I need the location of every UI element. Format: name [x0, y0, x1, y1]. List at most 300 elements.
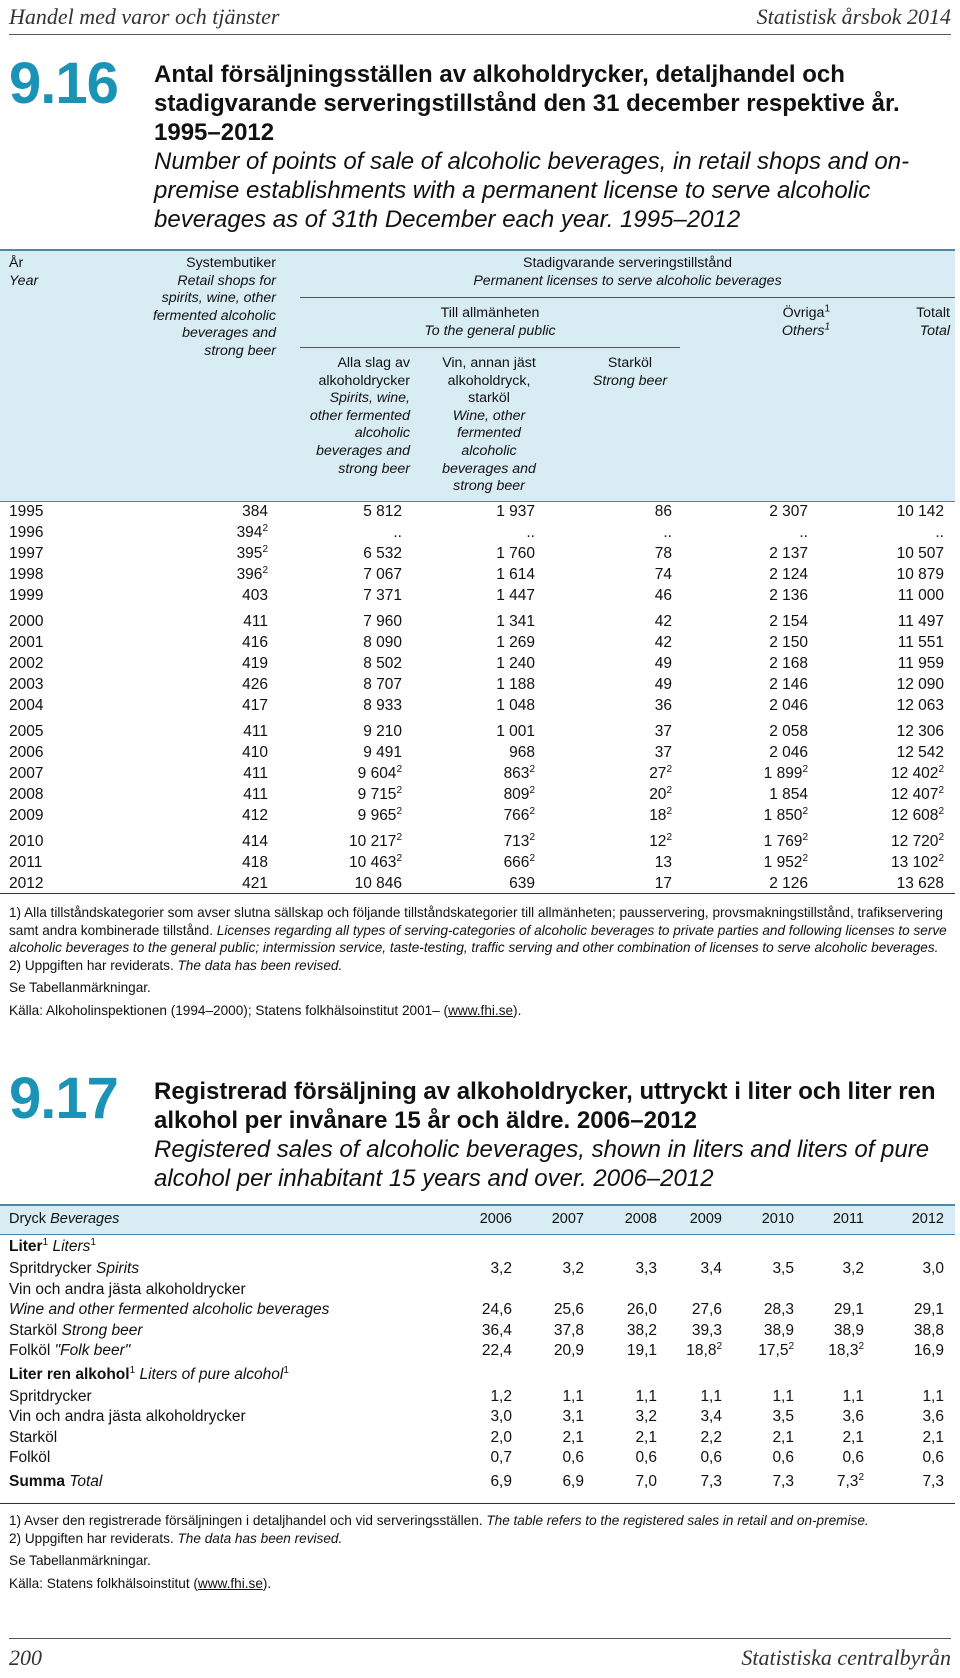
value: 1 760	[496, 545, 535, 562]
title-en-years: 2006–2012	[593, 1165, 714, 1192]
value: 2 046	[769, 697, 808, 714]
value: 20	[649, 786, 667, 803]
cell-value	[772, 1388, 794, 1406]
cell-value	[349, 854, 402, 872]
value: 2 150	[769, 634, 808, 651]
cell-value	[237, 566, 268, 584]
col-public-header	[300, 305, 680, 340]
cell-value	[490, 1408, 512, 1426]
cell-value	[490, 1260, 512, 1278]
cell-value	[764, 854, 808, 872]
cell-value	[898, 587, 944, 605]
cell-value	[627, 1322, 657, 1340]
table-row	[0, 1388, 955, 1409]
cell-value	[769, 875, 808, 893]
cell-value	[655, 545, 672, 563]
cell-value	[769, 503, 808, 521]
note-2-sv: 2) Uppgiften har reviderats.	[9, 957, 174, 973]
cell-value	[635, 1388, 657, 1406]
table-row	[0, 634, 955, 655]
col-beverage-header	[9, 1211, 119, 1229]
table-row	[0, 566, 955, 587]
cell-value	[504, 854, 535, 872]
value: 0,7	[490, 1449, 512, 1466]
value: 1 269	[496, 634, 535, 651]
row-label-sv: Summa	[9, 1472, 65, 1490]
cell-value	[242, 655, 268, 673]
running-footer	[9, 1638, 951, 1673]
cell-value	[922, 1473, 944, 1491]
value: 39,3	[691, 1321, 722, 1339]
title-years: 2006–2012	[576, 1107, 697, 1134]
cell-value	[363, 587, 402, 605]
value: 416	[242, 634, 268, 651]
source-link[interactable]: www.fhi.se	[448, 1002, 514, 1018]
table-row	[0, 1281, 955, 1302]
table-row	[0, 765, 955, 786]
value: 1 854	[769, 786, 808, 803]
value: 16,9	[913, 1342, 944, 1359]
cell-value	[897, 744, 944, 762]
cell-value	[769, 655, 808, 673]
cell-value	[363, 723, 402, 741]
value: 11 497	[897, 613, 944, 630]
table-row	[0, 786, 955, 807]
table-row	[0, 676, 955, 697]
col-wine-header	[434, 355, 544, 496]
cell-value	[764, 807, 808, 825]
value: 713	[503, 833, 530, 850]
revised-footnote-marker: 2	[396, 763, 402, 775]
section-label-sv: Liter	[9, 1238, 43, 1255]
value: 3,5	[772, 1408, 794, 1425]
value: 3,5	[772, 1260, 794, 1277]
cell-year: 1995	[9, 503, 44, 520]
value: 3,6	[842, 1408, 864, 1425]
cell-value	[554, 1322, 584, 1340]
year-header: 2009	[689, 1211, 722, 1227]
col-public-en: To the general public	[424, 322, 556, 339]
value: ..	[526, 524, 535, 541]
row-label-sv: Spritdrycker	[9, 1260, 92, 1277]
revised-footnote-marker: 2	[716, 1340, 722, 1352]
value: 74	[654, 566, 672, 583]
value: 1,1	[635, 1387, 657, 1405]
value: 411	[243, 613, 268, 630]
value: 9 715	[357, 786, 397, 803]
cell-value	[355, 875, 402, 893]
cell-value	[769, 786, 808, 804]
cell-value	[358, 807, 402, 825]
cell-value	[635, 1260, 657, 1278]
cell-value	[363, 655, 402, 673]
value: 3,2	[635, 1408, 657, 1425]
revised-footnote-marker: 2	[802, 805, 808, 817]
cell-year: 2008	[9, 786, 44, 803]
cell-value	[663, 524, 672, 542]
table-9-17-notes	[9, 1512, 949, 1592]
section-header	[0, 1238, 955, 1259]
value: 2 058	[769, 723, 808, 740]
cell-year: 2003	[9, 676, 44, 693]
cell-value	[764, 1322, 794, 1340]
table-row	[0, 613, 955, 634]
cell-value	[769, 545, 808, 563]
cell-value	[242, 587, 268, 605]
cell-value	[700, 1473, 722, 1491]
value: 29,1	[833, 1301, 864, 1318]
value: 7 067	[363, 566, 402, 583]
cell-value	[772, 1260, 794, 1278]
cell-value	[504, 807, 535, 825]
cell-value	[700, 1260, 722, 1278]
cell-value	[242, 854, 268, 872]
row-label-sv: Vin och andra jästa alkoholdrycker	[9, 1280, 246, 1298]
cell-year: 1997	[9, 545, 44, 562]
header-section-title: Handel med varor och tjänster	[9, 4, 280, 29]
cell-value	[526, 524, 535, 542]
col-all-kinds-header	[300, 355, 410, 478]
value: 809	[503, 786, 530, 803]
cell-value	[764, 1301, 794, 1319]
value: 12 063	[896, 697, 944, 714]
value: 7,3	[772, 1472, 794, 1490]
cell-value	[562, 1473, 584, 1491]
year-header: 2007	[551, 1211, 584, 1227]
revised-footnote-marker: 2	[938, 852, 944, 864]
page-number: 200	[9, 1645, 42, 1670]
revised-footnote-marker: 2	[396, 784, 402, 796]
cell-value	[655, 854, 672, 872]
row-label	[9, 1260, 139, 1278]
value: 13	[654, 854, 672, 871]
footnote-marker: 1	[283, 1364, 289, 1376]
value: 863	[503, 765, 530, 782]
note-1-en: The table refers to the registered sales in retail and on-premise.	[486, 1513, 869, 1528]
value: 2,1	[842, 1428, 864, 1446]
value: 12 608	[891, 807, 939, 824]
footnote-marker: 1	[824, 303, 830, 315]
cell-value	[700, 1429, 722, 1447]
cell-value	[496, 676, 535, 694]
cell-value	[504, 765, 535, 783]
value: 1 769	[763, 833, 803, 850]
col-strong-beer-en: Strong beer	[592, 372, 668, 389]
value: 2 146	[769, 676, 808, 693]
cell-value	[655, 566, 672, 584]
value: 12 542	[896, 744, 944, 761]
cell-value	[834, 1322, 864, 1340]
year-header: 2012	[911, 1211, 944, 1227]
value: 0,6	[635, 1449, 657, 1466]
row-label-sv: Folköl	[9, 1342, 51, 1359]
value: 12 407	[891, 786, 939, 803]
year-header: 2010	[761, 1211, 794, 1227]
value: 411	[243, 765, 268, 782]
cell-value	[242, 744, 268, 762]
cell-value	[349, 833, 402, 851]
value: 426	[242, 676, 268, 693]
cell-value	[242, 503, 268, 521]
value: 37,8	[553, 1321, 584, 1339]
cell-value	[769, 676, 808, 694]
value: 46	[654, 587, 672, 604]
value: 12	[649, 833, 667, 850]
cell-value	[363, 634, 402, 652]
cell-value	[490, 1473, 512, 1491]
cell-value	[922, 1388, 944, 1406]
value: 1 952	[763, 854, 803, 871]
value: 13 102	[891, 854, 939, 871]
header-rule	[300, 297, 955, 298]
revised-footnote-marker: 2	[666, 805, 672, 817]
table-row	[0, 503, 955, 524]
cell-value	[363, 545, 402, 563]
section-label-sv: Liter ren alkohol	[9, 1365, 130, 1383]
cell-value	[649, 807, 672, 825]
cell-value	[655, 676, 672, 694]
cell-value	[842, 1429, 864, 1447]
value: 1 614	[496, 566, 535, 583]
value: 19,1	[626, 1342, 657, 1359]
value: 36	[654, 697, 672, 714]
value: 42	[654, 634, 672, 651]
cell-value	[482, 1322, 512, 1340]
table-row	[0, 1429, 955, 1450]
cell-value	[891, 807, 944, 825]
cell-value	[914, 1301, 944, 1319]
value: 3,0	[922, 1260, 944, 1277]
value: 421	[242, 875, 268, 892]
value: 28,3	[763, 1301, 794, 1318]
cell-value	[799, 524, 808, 542]
cell-value	[772, 1408, 794, 1426]
revised-footnote-marker: 2	[666, 784, 672, 796]
revised-footnote-marker: 2	[529, 805, 535, 817]
footnote-marker: 1	[824, 320, 830, 332]
value: ..	[935, 524, 944, 541]
value: 2 136	[769, 587, 808, 604]
value: 2 137	[769, 545, 808, 562]
table-number-9-16: 9.16	[9, 51, 118, 116]
cell-value	[655, 613, 672, 631]
revised-footnote-marker: 2	[666, 831, 672, 843]
cell-value	[649, 833, 672, 851]
value: ..	[393, 524, 402, 541]
revised-footnote-marker: 2	[938, 805, 944, 817]
cell-value	[649, 786, 672, 804]
cell-value	[842, 1260, 864, 1278]
source-text-end: ).	[513, 1002, 522, 1018]
row-label-sv: Starköl	[9, 1428, 58, 1446]
running-header	[9, 0, 951, 35]
cell-value	[509, 744, 535, 762]
cell-value	[891, 765, 944, 783]
cell-value	[562, 1408, 584, 1426]
col-year-header	[9, 255, 38, 290]
note-2-en: The data has been revised.	[177, 1530, 343, 1546]
cell-value	[243, 723, 268, 741]
value: 1 899	[763, 765, 803, 782]
value: 384	[242, 503, 268, 520]
value: 10 879	[896, 566, 944, 583]
table-row	[0, 587, 955, 608]
table-row	[0, 807, 955, 828]
footnote-marker: 1	[42, 1236, 49, 1248]
value: 38,9	[833, 1321, 864, 1339]
value: 396	[236, 566, 263, 583]
row-label	[9, 1301, 329, 1319]
value: ..	[799, 524, 808, 541]
row-label-en: Wine and other fermented alcoholic beverages	[9, 1301, 330, 1318]
value: 7,3	[836, 1472, 859, 1490]
value: 3,0	[490, 1408, 512, 1425]
col-strong-beer-header	[580, 355, 680, 390]
source-text-end: ).	[262, 1575, 272, 1591]
cell-value	[237, 545, 268, 563]
cell-value	[554, 1342, 584, 1360]
cell-value	[243, 613, 268, 631]
col-others-en: Others	[781, 322, 825, 339]
cell-value	[504, 786, 535, 804]
value: 8 707	[363, 676, 402, 693]
revised-footnote-marker: 2	[802, 831, 808, 843]
value: 2,2	[700, 1428, 722, 1446]
table-row	[0, 1449, 955, 1470]
col-retail-sv: Systembutiker	[186, 255, 276, 271]
cell-year: 2001	[9, 634, 44, 651]
value: 9 210	[363, 723, 402, 740]
cell-value	[243, 786, 268, 804]
note-source	[9, 1575, 949, 1593]
value: 13 628	[896, 875, 944, 892]
note-1-sv: 1) Avser den registrerade försäljningen i detaljhandel och vid serveringsställen.	[9, 1513, 483, 1528]
value: 18	[649, 807, 667, 824]
header-rule	[300, 347, 680, 348]
cell-value	[635, 1429, 657, 1447]
value: 8 502	[363, 655, 402, 672]
revised-footnote-marker: 2	[666, 763, 672, 775]
note-1	[9, 1512, 949, 1530]
revised-footnote-marker: 2	[396, 852, 402, 864]
cell-value	[842, 1408, 864, 1426]
value: 1,1	[922, 1387, 944, 1405]
value: 11 000	[897, 587, 944, 604]
cell-value	[482, 1342, 512, 1360]
value: 403	[242, 587, 268, 604]
table-number-9-17: 9.17	[9, 1066, 118, 1131]
cell-value	[758, 1342, 794, 1360]
cell-value	[842, 1388, 864, 1406]
table-9-16-header	[0, 249, 955, 502]
revised-footnote-marker: 2	[529, 852, 535, 864]
cell-value	[655, 655, 672, 673]
note-see-remarks: Se Tabellanmärkningar.	[9, 980, 151, 995]
cell-value	[897, 545, 944, 563]
value: 2,1	[922, 1428, 944, 1446]
table-row	[0, 1342, 955, 1363]
col-beverage-en: Beverages	[50, 1211, 120, 1227]
source-link[interactable]: www.fhi.se	[197, 1575, 263, 1591]
value: 38,8	[913, 1321, 944, 1339]
cell-value	[897, 723, 944, 741]
cell-value	[769, 613, 808, 631]
cell-value	[686, 1342, 722, 1360]
value: 1,1	[562, 1387, 584, 1405]
cell-year: 2009	[9, 807, 44, 824]
cell-value	[635, 1408, 657, 1426]
title-en-years: 1995–2012	[620, 206, 741, 233]
revised-footnote-marker: 2	[262, 564, 268, 576]
cell-value	[243, 765, 268, 783]
value: 417	[242, 697, 268, 714]
revised-footnote-marker: 2	[802, 852, 808, 864]
value: 27	[649, 765, 667, 782]
value: 10 463	[349, 854, 397, 871]
value: 10 217	[349, 833, 397, 850]
year-header: 2008	[624, 1211, 657, 1227]
revised-footnote-marker: 2	[529, 784, 535, 796]
value: 766	[503, 807, 530, 824]
value: 7 371	[363, 587, 402, 604]
cell-value	[363, 503, 402, 521]
value: 968	[509, 744, 535, 761]
cell-value	[242, 807, 268, 825]
row-label-sv: Starköl	[9, 1321, 58, 1339]
table-row	[0, 697, 955, 718]
value: 3,1	[562, 1408, 584, 1425]
value: 6 532	[363, 545, 402, 562]
value: 25,6	[553, 1301, 584, 1318]
col-wine-sv: Vin, annan jäst alkoholdryck, starköl	[442, 355, 536, 407]
value: 395	[236, 545, 263, 562]
table-9-16-notes	[9, 904, 949, 1019]
cell-value	[649, 765, 672, 783]
cell-value	[769, 697, 808, 715]
value: 411	[243, 723, 268, 740]
col-wine-en: Wine, other fermented alcoholic beverages and strong beer	[442, 407, 536, 495]
value: 3,6	[922, 1408, 944, 1425]
table-9-16-title	[154, 60, 944, 234]
cell-value	[922, 1260, 944, 1278]
cell-value	[897, 566, 944, 584]
row-label-sv: Folköl	[9, 1449, 51, 1466]
value: 11 551	[897, 634, 944, 651]
cell-value	[769, 587, 808, 605]
table-row	[0, 1322, 955, 1343]
cell-value	[237, 524, 268, 542]
cell-value	[490, 1449, 512, 1467]
cell-value	[842, 1449, 864, 1467]
revised-footnote-marker: 2	[858, 1471, 864, 1483]
value: 78	[654, 545, 672, 562]
cell-year: 2011	[9, 854, 43, 871]
cell-value	[242, 833, 268, 851]
revised-footnote-marker: 2	[788, 1340, 794, 1352]
cell-value	[496, 566, 535, 584]
cell-value	[834, 1301, 864, 1319]
revised-footnote-marker: 2	[396, 831, 402, 843]
row-label-en: "Folk beer"	[54, 1342, 131, 1359]
publisher: Statistiska centralbyrån	[741, 1645, 951, 1670]
cell-value	[496, 503, 535, 521]
revised-footnote-marker: 2	[938, 831, 944, 843]
row-label	[9, 1322, 143, 1340]
value: 1 240	[496, 655, 535, 672]
value: 3,4	[700, 1260, 722, 1277]
cell-value	[692, 1301, 722, 1319]
value: 10 846	[354, 875, 402, 892]
